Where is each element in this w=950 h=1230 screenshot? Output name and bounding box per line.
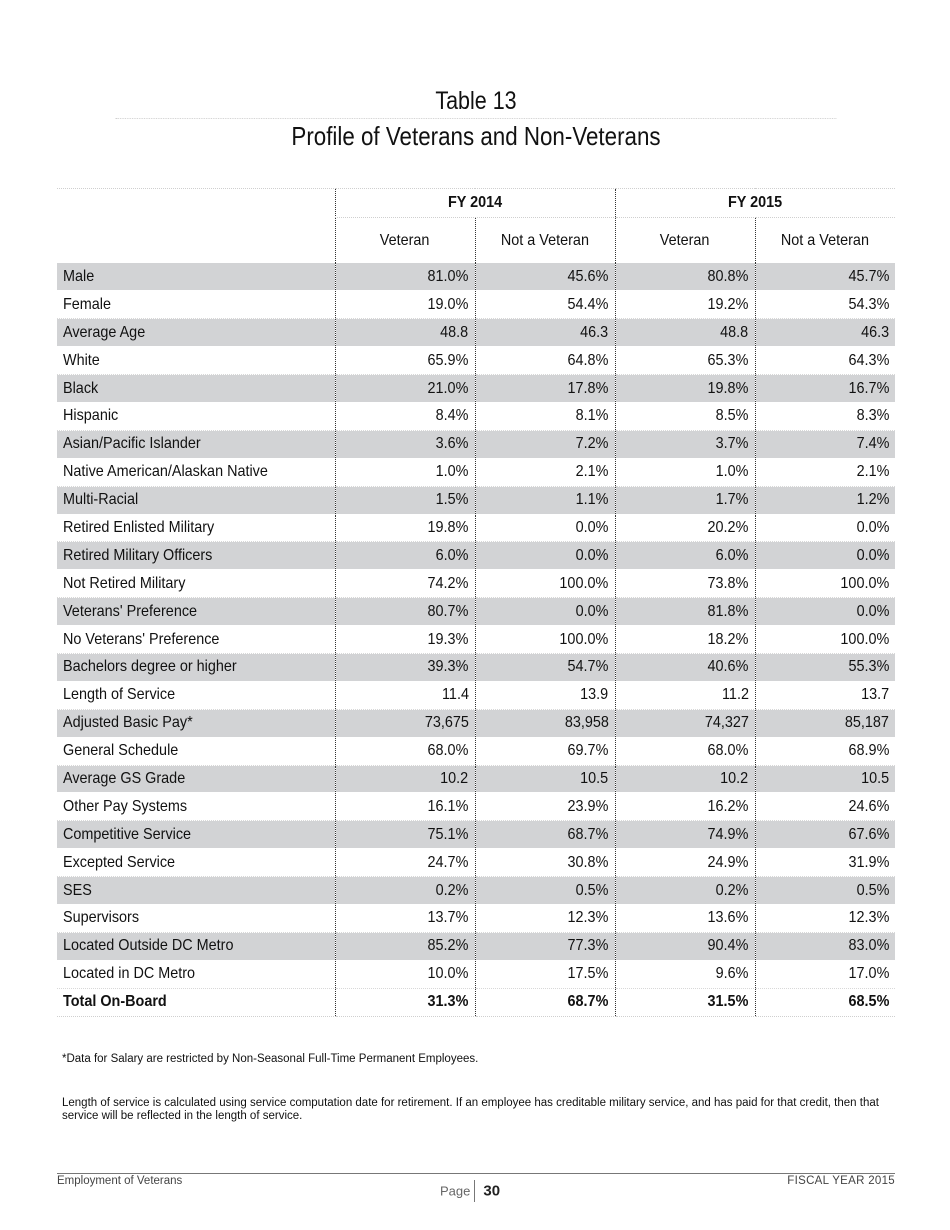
value-cell: 90.4%	[615, 932, 755, 960]
row-label: Male	[57, 263, 335, 291]
value-cell: 18.2%	[615, 626, 755, 654]
total-row	[57, 988, 895, 1016]
value-cell: 0.0%	[475, 542, 615, 570]
value-cell: 16.2%	[615, 793, 755, 821]
value-cell: 7.4%	[755, 430, 895, 458]
table-row	[57, 653, 895, 681]
table-row	[57, 821, 895, 849]
value-cell: 20.2%	[615, 514, 755, 542]
value-cell: 85,187	[755, 709, 895, 737]
value-cell: 31.3%	[335, 988, 475, 1016]
table-row	[57, 402, 895, 430]
table-row	[57, 263, 895, 291]
value-cell: 68.0%	[615, 737, 755, 765]
value-cell: 48.8	[335, 319, 475, 347]
value-cell: 54.3%	[755, 291, 895, 319]
value-cell: 7.2%	[475, 430, 615, 458]
value-cell: 0.2%	[335, 877, 475, 905]
value-cell: 6.0%	[335, 542, 475, 570]
row-label: Average Age	[57, 319, 335, 347]
value-cell: 19.8%	[335, 514, 475, 542]
value-cell: 1.0%	[335, 458, 475, 486]
row-label: Veterans' Preference	[57, 598, 335, 626]
table-row	[57, 877, 895, 905]
row-label: Black	[57, 375, 335, 403]
value-cell: 3.7%	[615, 430, 755, 458]
row-label: Located Outside DC Metro	[57, 932, 335, 960]
table-row	[57, 681, 895, 709]
value-cell: 64.3%	[755, 347, 895, 375]
table-row	[57, 458, 895, 486]
value-cell: 68.5%	[755, 988, 895, 1016]
value-cell: 45.7%	[755, 263, 895, 291]
value-cell: 46.3	[475, 319, 615, 347]
row-label: Average GS Grade	[57, 765, 335, 793]
value-cell: 24.7%	[335, 849, 475, 877]
value-cell: 40.6%	[615, 653, 755, 681]
value-cell: 83.0%	[755, 932, 895, 960]
value-cell: 13.7	[755, 681, 895, 709]
value-cell: 0.0%	[475, 598, 615, 626]
table-row	[57, 626, 895, 654]
value-cell: 54.7%	[475, 653, 615, 681]
value-cell: 75.1%	[335, 821, 475, 849]
row-label: Asian/Pacific Islander	[57, 430, 335, 458]
value-cell: 19.2%	[615, 291, 755, 319]
table-row	[57, 375, 895, 403]
value-cell: 100.0%	[475, 570, 615, 598]
value-cell: 6.0%	[615, 542, 755, 570]
value-cell: 13.6%	[615, 904, 755, 932]
value-cell: 46.3	[755, 319, 895, 347]
row-label: Competitive Service	[57, 821, 335, 849]
value-cell: 16.1%	[335, 793, 475, 821]
value-cell: 12.3%	[475, 904, 615, 932]
fy-2014-header: FY 2014	[335, 189, 615, 218]
value-cell: 17.5%	[475, 960, 615, 988]
value-cell: 8.4%	[335, 402, 475, 430]
value-cell: 73.8%	[615, 570, 755, 598]
row-label: Multi-Racial	[57, 486, 335, 514]
value-cell: 16.7%	[755, 375, 895, 403]
table-row	[57, 904, 895, 932]
col-fy2015-not-veteran: Not a Veteran	[755, 218, 895, 264]
value-cell: 1.7%	[615, 486, 755, 514]
value-cell: 8.3%	[755, 402, 895, 430]
value-cell: 55.3%	[755, 653, 895, 681]
table-row	[57, 486, 895, 514]
value-cell: 0.0%	[755, 598, 895, 626]
value-cell: 17.0%	[755, 960, 895, 988]
value-cell: 0.0%	[475, 514, 615, 542]
table-row	[57, 542, 895, 570]
row-label: Located in DC Metro	[57, 960, 335, 988]
col-fy2014-veteran: Veteran	[335, 218, 475, 264]
value-cell: 8.1%	[475, 402, 615, 430]
value-cell: 10.2	[335, 765, 475, 793]
value-cell: 48.8	[615, 319, 755, 347]
value-cell: 23.9%	[475, 793, 615, 821]
value-cell: 54.4%	[475, 291, 615, 319]
value-cell: 85.2%	[335, 932, 475, 960]
page-number-block	[440, 1180, 500, 1202]
value-cell: 68.7%	[475, 988, 615, 1016]
value-cell: 0.0%	[755, 542, 895, 570]
value-cell: 0.5%	[475, 877, 615, 905]
value-cell: 74.9%	[615, 821, 755, 849]
value-cell: 10.5	[475, 765, 615, 793]
value-cell: 31.9%	[755, 849, 895, 877]
row-label: Female	[57, 291, 335, 319]
value-cell: 8.5%	[615, 402, 755, 430]
table-row	[57, 598, 895, 626]
value-cell: 1.5%	[335, 486, 475, 514]
value-cell: 9.6%	[615, 960, 755, 988]
value-cell: 0.5%	[755, 877, 895, 905]
value-cell: 81.8%	[615, 598, 755, 626]
service-footnote: Length of service is calculated using service computation date for retirement. If an employee has creditable military service, and has paid for that credit, then that service will be reflected in the length of service.	[62, 1097, 879, 1122]
row-label: Adjusted Basic Pay*	[57, 709, 335, 737]
row-label: Total On-Board	[57, 988, 335, 1016]
value-cell: 81.0%	[335, 263, 475, 291]
table-row	[57, 765, 895, 793]
table-row	[57, 319, 895, 347]
value-cell: 68.9%	[755, 737, 895, 765]
table-row	[57, 347, 895, 375]
value-cell: 45.6%	[475, 263, 615, 291]
table-row	[57, 960, 895, 988]
row-label: Supervisors	[57, 904, 335, 932]
column-subheader-row	[57, 218, 895, 264]
table-row	[57, 849, 895, 877]
table-row	[57, 932, 895, 960]
value-cell: 65.3%	[615, 347, 755, 375]
value-cell: 3.6%	[335, 430, 475, 458]
value-cell: 100.0%	[755, 570, 895, 598]
value-cell: 100.0%	[475, 626, 615, 654]
table-caption: Profile of Veterans and Non-Veterans	[291, 121, 661, 151]
value-cell: 0.0%	[755, 514, 895, 542]
value-cell: 31.5%	[615, 988, 755, 1016]
value-cell: 69.7%	[475, 737, 615, 765]
value-cell: 13.9	[475, 681, 615, 709]
row-label: White	[57, 347, 335, 375]
value-cell: 80.8%	[615, 263, 755, 291]
value-cell: 10.5	[755, 765, 895, 793]
value-cell: 39.3%	[335, 653, 475, 681]
value-cell: 2.1%	[475, 458, 615, 486]
value-cell: 10.0%	[335, 960, 475, 988]
row-label: Bachelors degree or higher	[57, 653, 335, 681]
table-row	[57, 514, 895, 542]
value-cell: 73,675	[335, 709, 475, 737]
col-fy2014-not-veteran: Not a Veteran	[475, 218, 615, 264]
row-label: Hispanic	[57, 402, 335, 430]
table-number: Table 13	[116, 86, 837, 119]
value-cell: 65.9%	[335, 347, 475, 375]
page-separator	[474, 1180, 475, 1202]
value-cell: 30.8%	[475, 849, 615, 877]
col-fy2015-veteran: Veteran	[615, 218, 755, 264]
value-cell: 12.3%	[755, 904, 895, 932]
page-label: Page	[440, 1183, 471, 1199]
footer-fiscal-year: FISCAL YEAR 2015	[787, 1175, 895, 1187]
value-cell: 21.0%	[335, 375, 475, 403]
fy-2015-header: FY 2015	[615, 189, 895, 218]
value-cell: 24.9%	[615, 849, 755, 877]
table-row	[57, 291, 895, 319]
header-corner	[57, 189, 335, 218]
table-title	[116, 86, 837, 151]
header-corner-sub	[57, 218, 335, 264]
row-label: No Veterans' Preference	[57, 626, 335, 654]
row-label: SES	[57, 877, 335, 905]
value-cell: 19.0%	[335, 291, 475, 319]
value-cell: 19.3%	[335, 626, 475, 654]
footer-divider	[57, 1173, 895, 1174]
value-cell: 74,327	[615, 709, 755, 737]
value-cell: 19.8%	[615, 375, 755, 403]
row-label: Native American/Alaskan Native	[57, 458, 335, 486]
value-cell: 67.6%	[755, 821, 895, 849]
value-cell: 24.6%	[755, 793, 895, 821]
value-cell: 68.0%	[335, 737, 475, 765]
fiscal-year-header-row	[57, 189, 895, 218]
value-cell: 83,958	[475, 709, 615, 737]
value-cell: 64.8%	[475, 347, 615, 375]
table-row	[57, 737, 895, 765]
value-cell: 0.2%	[615, 877, 755, 905]
value-cell: 1.2%	[755, 486, 895, 514]
page-number: 30	[483, 1182, 501, 1200]
footer-section-title: Employment of Veterans	[57, 1175, 183, 1187]
table-body	[57, 263, 895, 1016]
value-cell: 1.1%	[475, 486, 615, 514]
value-cell: 10.2	[615, 765, 755, 793]
value-cell: 11.2	[615, 681, 755, 709]
value-cell: 100.0%	[755, 626, 895, 654]
value-cell: 74.2%	[335, 570, 475, 598]
table-row	[57, 793, 895, 821]
table-row	[57, 570, 895, 598]
value-cell: 1.0%	[615, 458, 755, 486]
row-label: Retired Military Officers	[57, 542, 335, 570]
value-cell: 17.8%	[475, 375, 615, 403]
value-cell: 11.4	[335, 681, 475, 709]
value-cell: 68.7%	[475, 821, 615, 849]
value-cell: 13.7%	[335, 904, 475, 932]
row-label: Length of Service	[57, 681, 335, 709]
row-label: Excepted Service	[57, 849, 335, 877]
value-cell: 77.3%	[475, 932, 615, 960]
table-row	[57, 430, 895, 458]
row-label: Retired Enlisted Military	[57, 514, 335, 542]
row-label: General Schedule	[57, 737, 335, 765]
value-cell: 80.7%	[335, 598, 475, 626]
row-label: Other Pay Systems	[57, 793, 335, 821]
veterans-profile-table	[57, 188, 895, 1017]
value-cell: 2.1%	[755, 458, 895, 486]
salary-footnote: *Data for Salary are restricted by Non-Seasonal Full-Time Permanent Employees.	[62, 1053, 479, 1065]
row-label: Not Retired Military	[57, 570, 335, 598]
table-row	[57, 709, 895, 737]
